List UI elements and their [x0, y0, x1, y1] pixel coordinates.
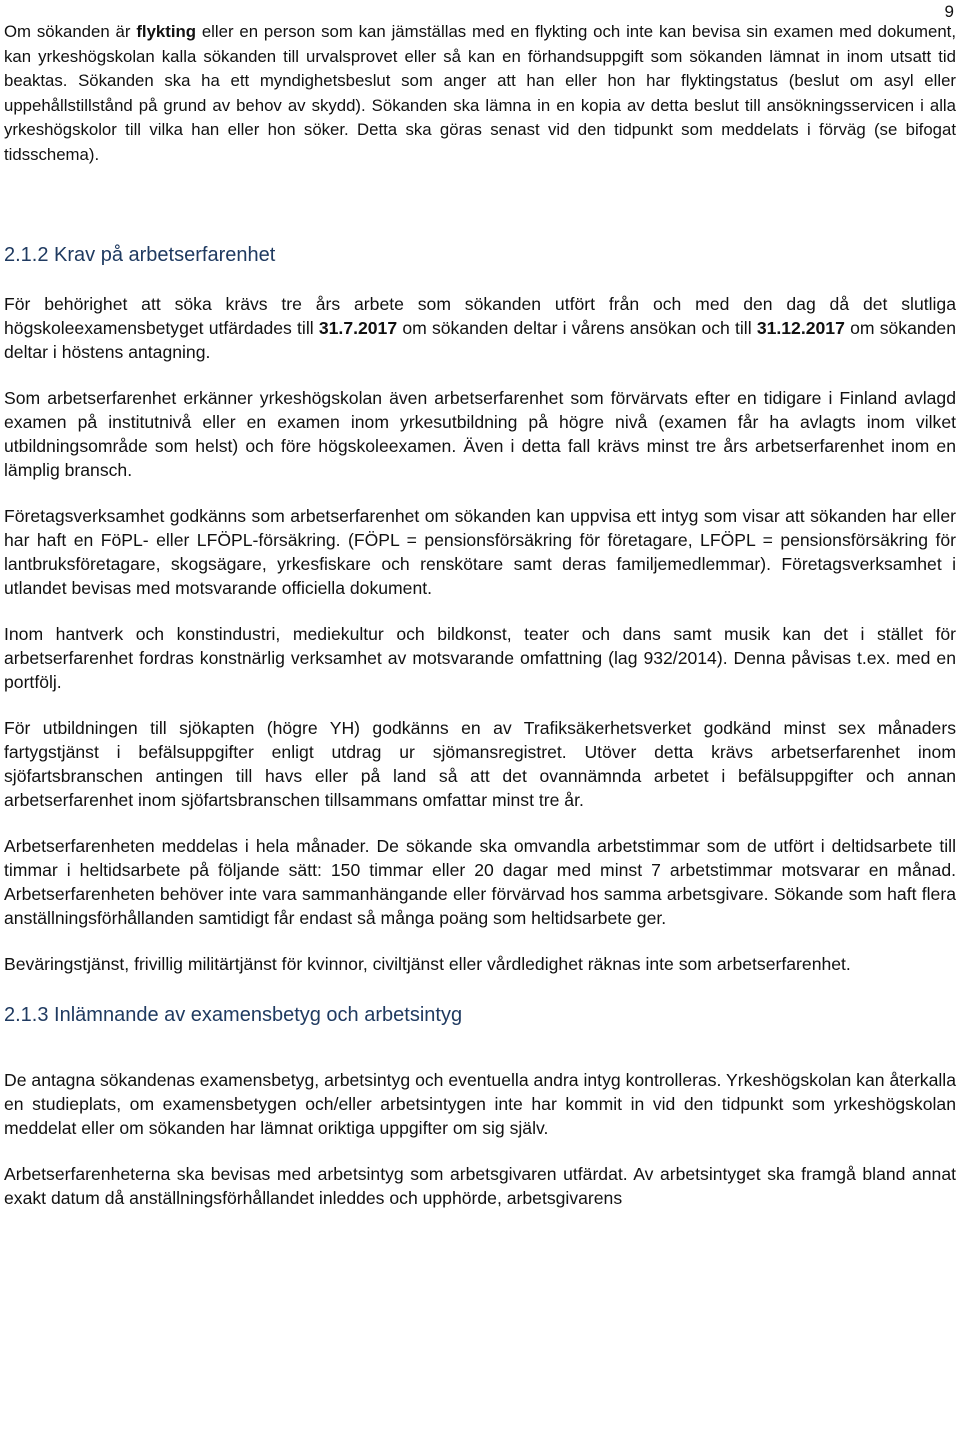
- verification-paragraph: De antagna sökandenas examensbetyg, arbetsintyg och eventuella andra intyg kontrolleras. Yrkeshögskolan kan återkalla en studieplats, om examensbetygen och/eller arbetsintygen inte har kommit in vid den tidpunkt som yrkeshögskolan meddelat eller om sökanden har lämnat oriktiga uppgifter om sig själv.: [4, 1069, 956, 1138]
- eligibility-text-1: För behörighet att söka krävs tre års arbete som sökanden utfört från och med den dag då det slutliga högskoleexamensbetyget utfärdades till: [4, 293, 956, 338]
- refugee-text-2: eller en person som kan jämställas med en flykting och inte kan bevisa sin examen med dokument, kan yrkeshögskolan kalla sökanden till urvalsprovet eller så kan en förhandsuppgift som sökanden lämnat in inom utsatt tid beaktas. Sökanden ska ha ett myndighetsbeslut som anger att han eller hon har flyktingstatus (beslut om asyl eller uppehållstillstånd på grund av behov av skydd). Sökanden ska lämna in en kopia av detta beslut till ansökningsservicen i alla yrkeshögskolor till vilka han eller hon söker. Detta ska göras senast vid den tidpunkt som meddelats i förväg (se bifogat tidsschema).: [4, 22, 956, 164]
- page-content: [4, 20, 956, 1210]
- refugee-text-1: Om sökanden är: [4, 22, 137, 41]
- sea-captain-paragraph: För utbildningen till sjökapten (högre YH) godkänns en av Trafiksäkerhetsverket godkänd minst sex månaders fartygstjänst i befälsuppgifter enligt utdrag ur sjömansregistret. Utöver detta krävs arbetserfarenhet inom sjöfartsbranschen antingen till havs eller på land så att det ovannämnda arbetet i befälsuppgifter och annan arbetserfarenhet inom sjöfartsbranschen tillsammans omfattar minst tre år.: [4, 717, 956, 810]
- part-time-conversion-paragraph: Arbetserfarenheten meddelas i hela månader. De sökande ska omvandla arbetstimmar som de utfört i deltidsarbete till timmar i heltidsarbete på följande sätt: 150 timmar eller 20 dagar med minst 7 arbetstimmar motsvarar en månad. Arbetserfarenheten behöver inte vara sammanhängande eller förvärvad hos samma arbetsgivare. Sökande som haft flera anställningsförhållanden samtidigt får endast så många poäng som heltidsarbete ger.: [4, 835, 956, 928]
- artistic-activity-paragraph: Inom hantverk och konstindustri, mediekultur och bildkonst, teater och dans samt musik kan det i stället för arbetserfarenhet fordras konstnärlig verksamhet av motsvarande omfattning (lag 932/2014). Denna påvisas t.ex. med en portfölj.: [4, 623, 956, 692]
- entrepreneurship-paragraph: Företagsverksamhet godkänns som arbetserfarenhet om sökanden kan uppvisa ett intyg som visar att sökanden har eller har haft en FöPL- eller LFÖPL-försäkring. (FÖPL = pensionsförsäkring för företagare, LFÖPL = pensionsförsäkring för lantbruksföretagare, skogsägare, yrkesfiskare och renskötare samt deras familjemedlemmar). Företagsverksamhet i utlandet bevisas med motsvarande officiella dokument.: [4, 505, 956, 598]
- eligibility-text-2: om sökanden deltar i vårens ansökan och till: [397, 317, 757, 338]
- autumn-deadline: 31.12.2017: [756, 317, 845, 338]
- eligibility-text-3: om sökanden deltar i höstens antagning.: [4, 317, 956, 362]
- heading-work-experience: 2.1.2 Krav på arbetserfarenhet: [4, 243, 276, 266]
- eligibility-paragraph: [4, 292, 956, 364]
- page-number: 9: [944, 2, 954, 21]
- work-certificate-paragraph: Arbetserfarenheterna ska bevisas med arbetsintyg som arbetsgivaren utfärdat. Av arbetsintyget ska framgå bland annat exakt datum då anställningsförhållandet inleddes och upphörde, arbetsgivarens: [4, 1163, 956, 1208]
- spring-deadline: 31.7.2017: [318, 317, 398, 338]
- refugee-bold-term: flykting: [136, 22, 196, 41]
- refugee-paragraph: [4, 20, 956, 168]
- heading-submission: 2.1.3 Inlämnande av examensbetyg och arbetsintyg: [4, 1003, 463, 1026]
- excluded-service-paragraph: Beväringstjänst, frivillig militärtjänst för kvinnor, civiltjänst eller vårdledighet räknas inte som arbetserfarenhet.: [4, 953, 851, 974]
- prior-degree-paragraph: Som arbetserfarenhet erkänner yrkeshögskolan även arbetserfarenhet som förvärvats efter en tidigare i Finland avlagd examen på institutnivå eller en examen inom yrkesutbildning på högre nivå (examen får ha avlagts inom vilket utbildningsområde som helst) och före högskoleexamen. Även i detta fall krävs minst tre års arbetserfarenhet inom en lämplig bransch.: [4, 387, 956, 480]
